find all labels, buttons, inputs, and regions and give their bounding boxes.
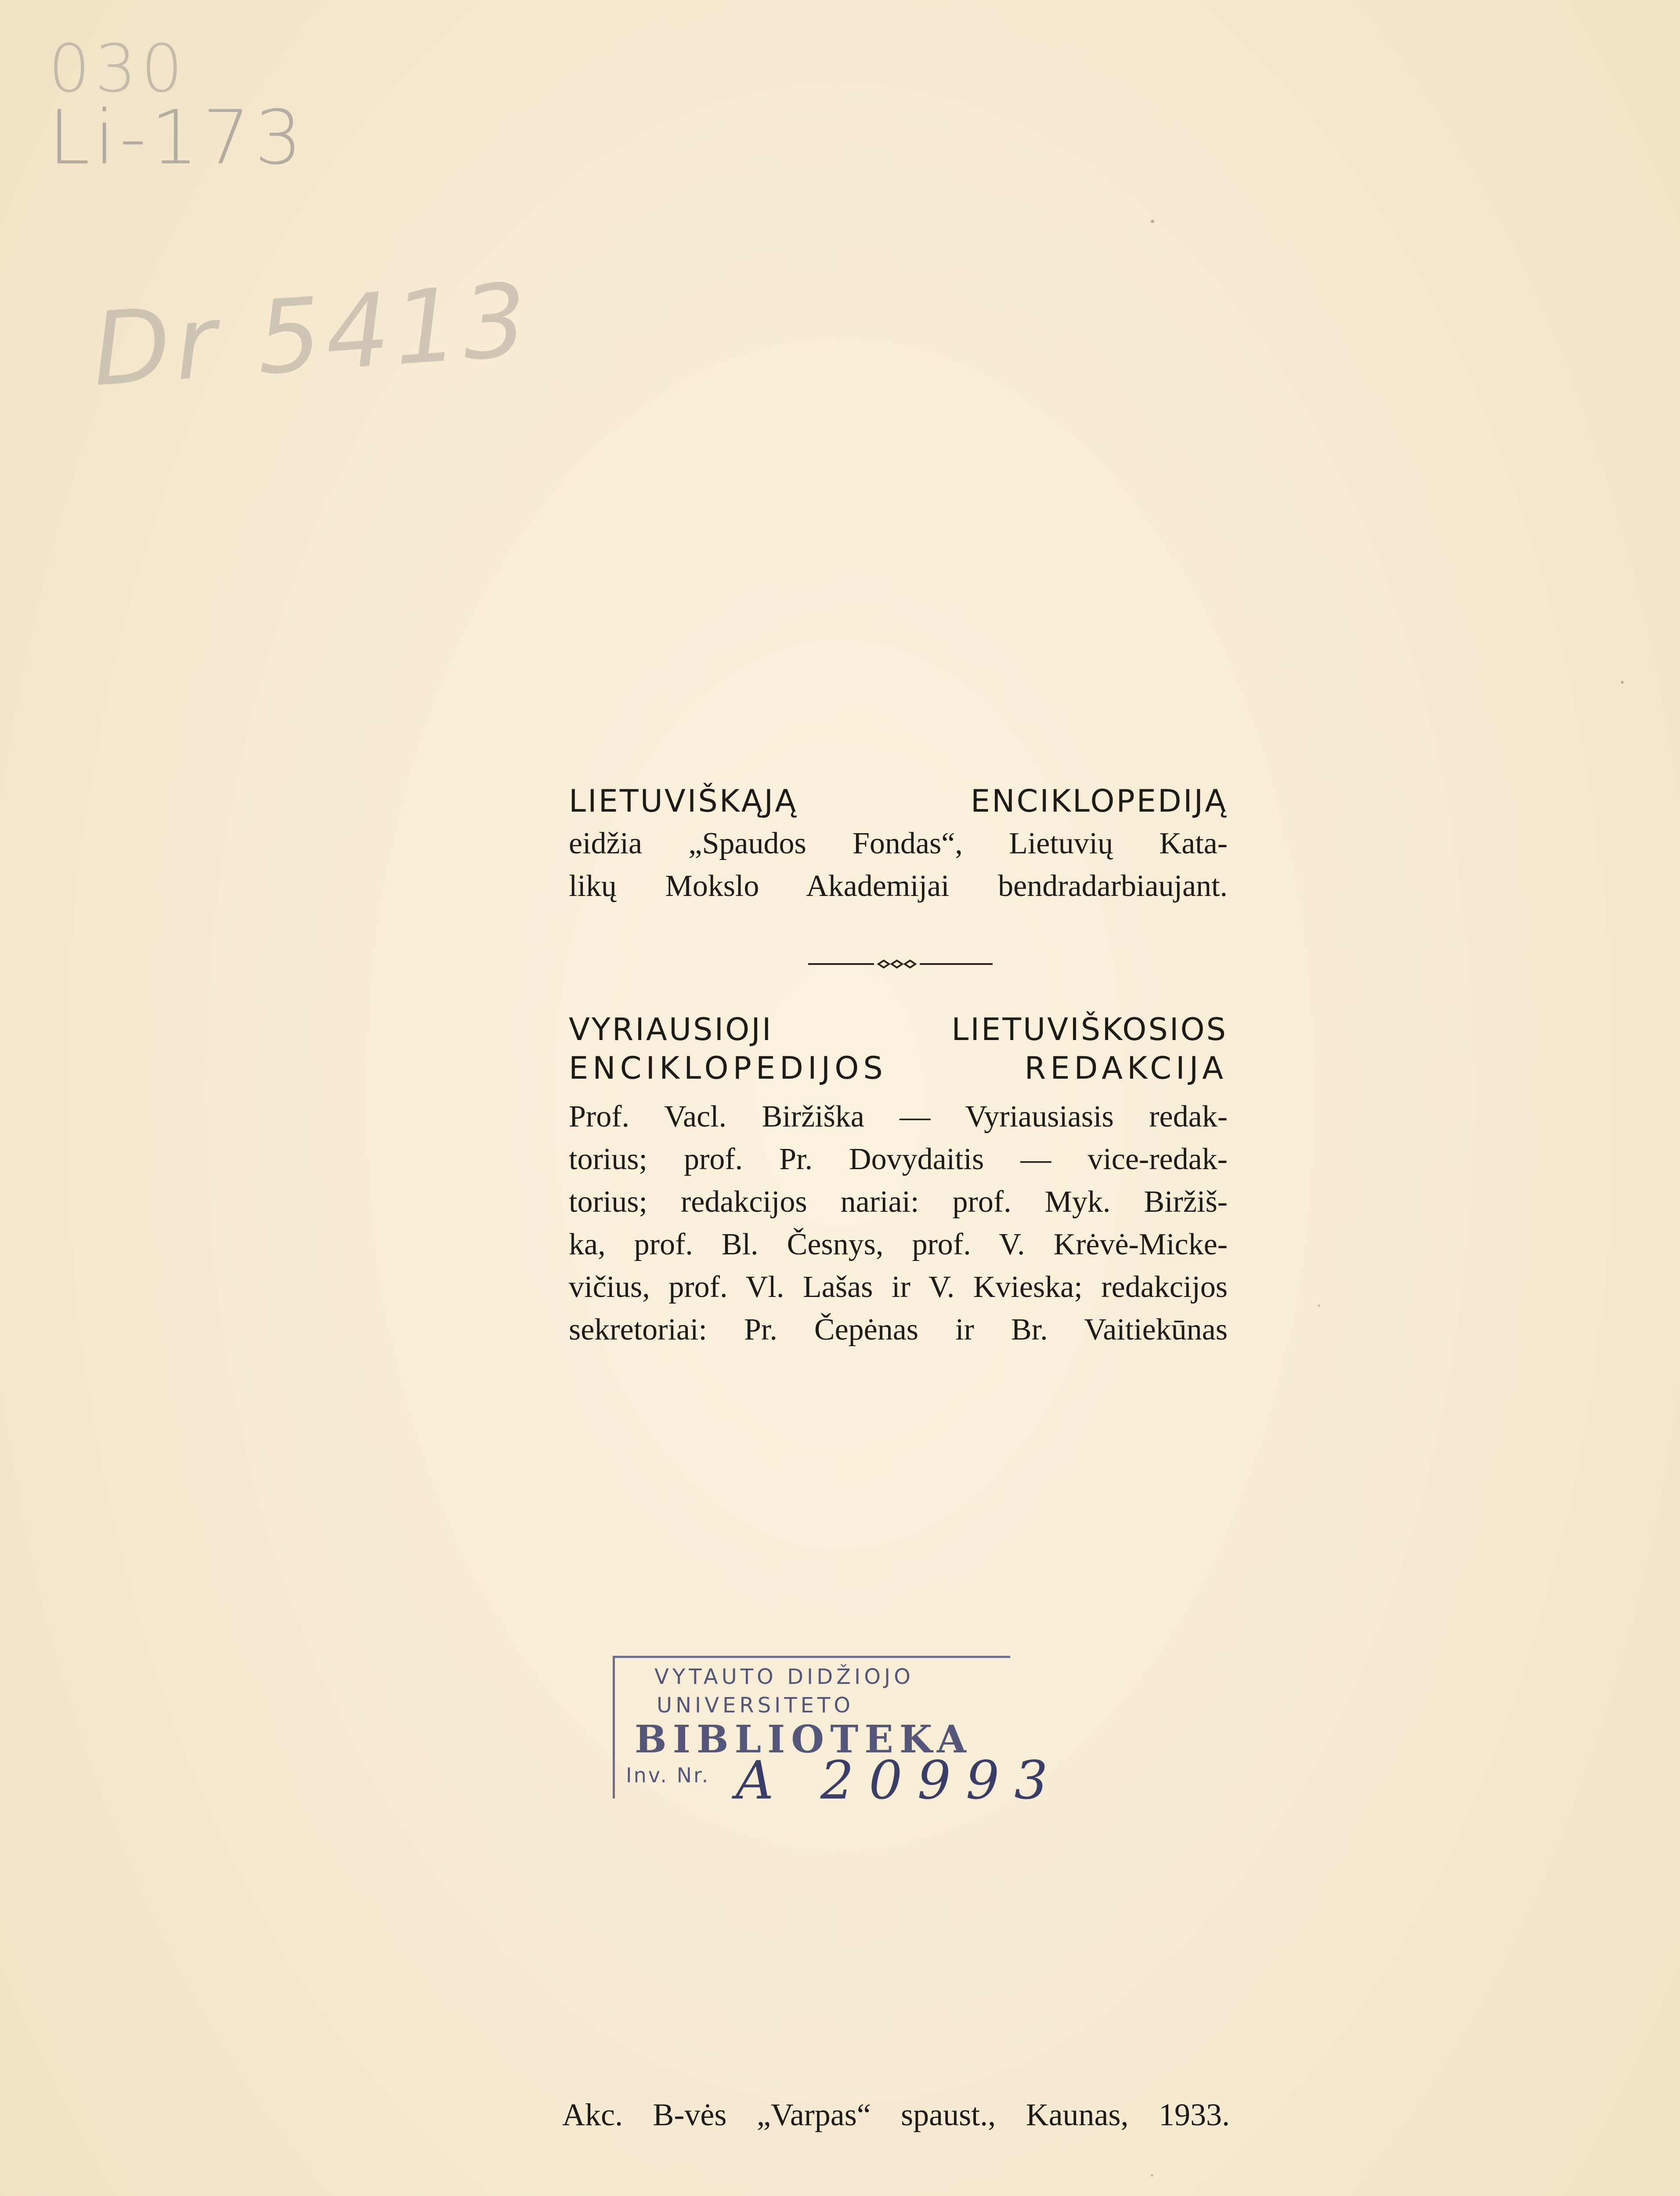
inventory-scribble: Dr 5413 [88,261,535,409]
editorial-line-1: Prof. Vacl. Biržiška — Vyriausiasis redak- [569,1100,1228,1134]
library-stamp [613,1651,1063,1811]
editorial-block [569,1010,1228,1351]
shelfmark-line-1: 030 [48,31,188,107]
stamp-line-1: VYTAUTO DIDŽIOJO [654,1665,914,1689]
stamp-line-3: BIBLIOTEKA [635,1717,972,1762]
paper-speck [1318,1304,1320,1307]
editorial-line-4: ka, prof. Bl. Česnys, prof. V. Krėvė-Micke- [569,1228,1228,1261]
editorial-line-6: sekretoriai: Pr. Čepėnas ir Br. Vaitiekūnas [569,1313,1228,1347]
publisher-heading: LIETUVIŠKĄJĄ ENCIKLOPEDIJĄ [569,783,1228,819]
publisher-block [569,782,1228,907]
editorial-line-5: vičius, prof. Vl. Lašas ir V. Kvieska; redakcijos [569,1270,1228,1304]
stamp-inventory-label: Inv. Nr. [626,1763,710,1787]
editorial-line-2: torius; prof. Pr. Dovydaitis — vice-redak- [569,1142,1228,1176]
printer-imprint: Akc. B-vės „Varpas“ spaust., Kaunas, 1933. [562,2097,1230,2132]
stamp-inventory-number: A 20993 [736,1750,1063,1811]
editorial-line-3: torius; redakcijos nariai: prof. Myk. Biržiš- [569,1185,1228,1219]
shelfmark-line-2: Li-173 [48,94,307,181]
paper-speck [1151,220,1154,223]
publisher-line-2: likų Mokslo Akademijai bendradarbiaujant. [569,869,1228,903]
paper-speck [1151,2174,1153,2177]
ornamental-divider [808,957,993,971]
editorial-heading-line-2: ENCIKLOPEDIJOS REDAKCIJA [569,1050,1228,1086]
editorial-heading-line-1: VYRIAUSIOJI LIETUVIŠKOSIOS [569,1011,1228,1047]
publisher-line-1: eidžia „Spaudos Fondas“, Lietuvių Kata- [569,827,1228,860]
paper-speck [1621,681,1624,684]
stamp-line-2: UNIVERSITETO [657,1693,854,1718]
